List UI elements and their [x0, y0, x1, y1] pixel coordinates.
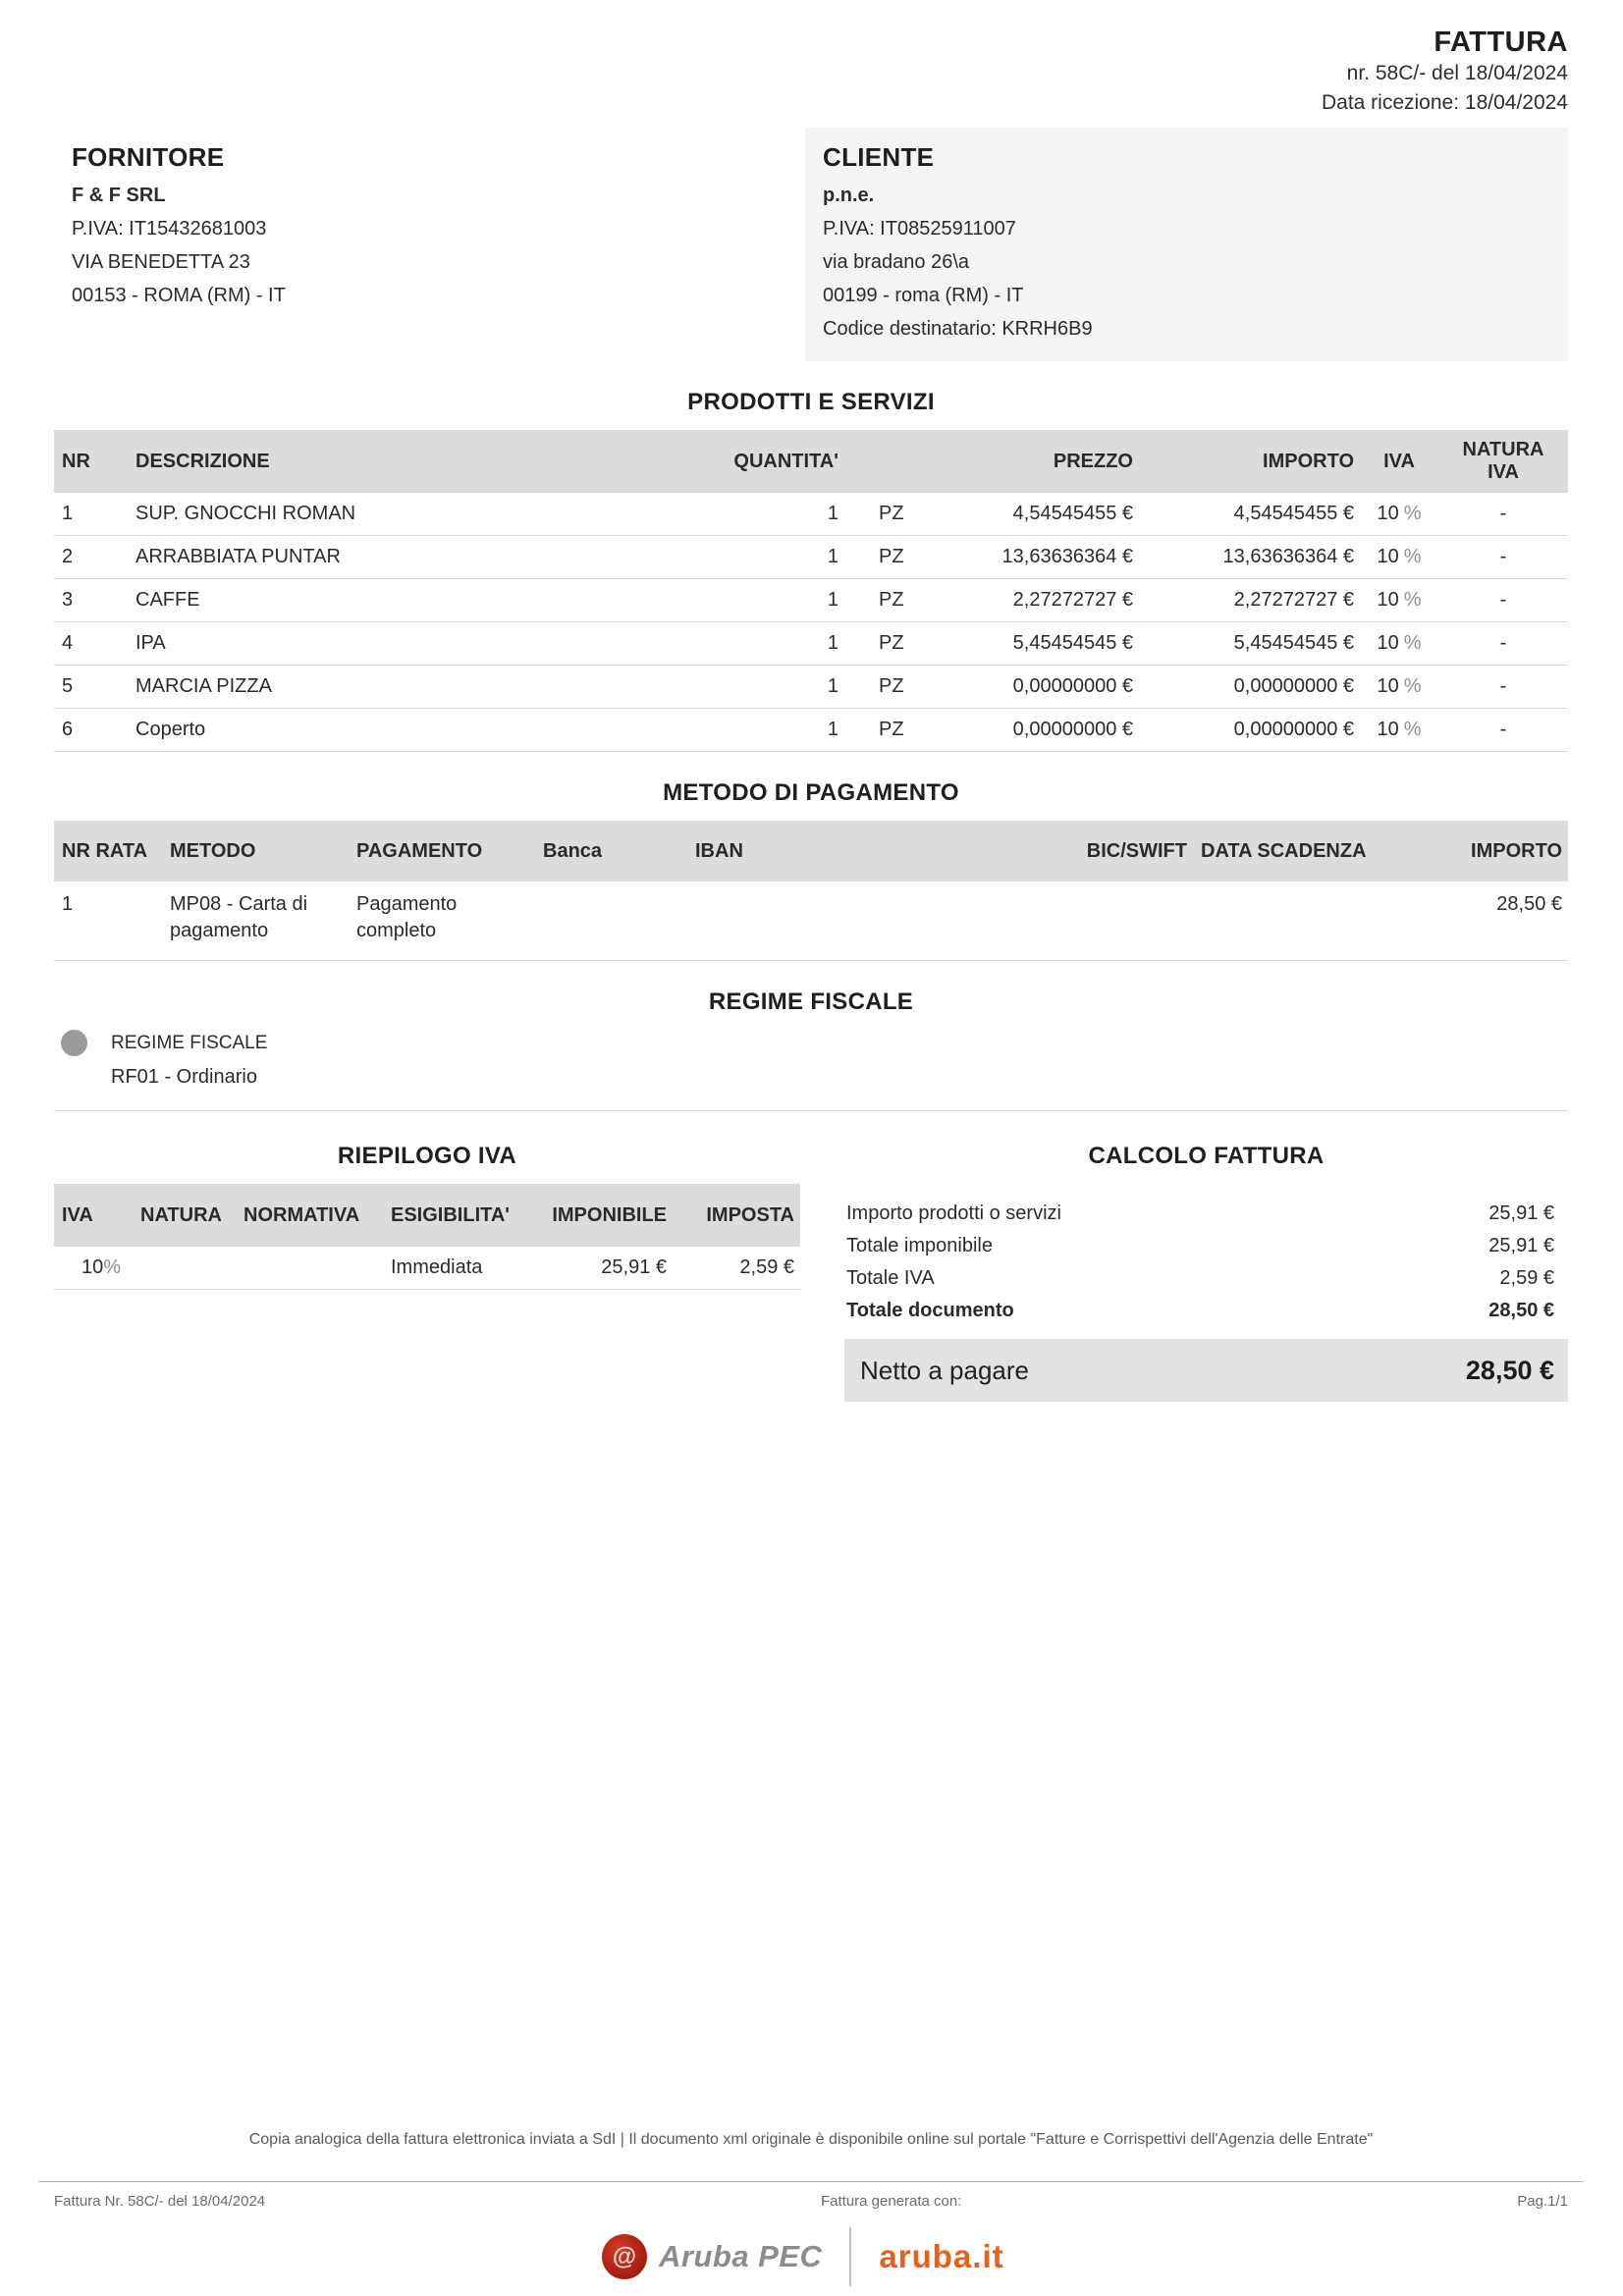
row-description: Coperto — [135, 719, 206, 740]
aruba-pec-logo-text: Aruba PEC — [658, 2239, 823, 2273]
row-nature: - — [1499, 719, 1507, 740]
table-row — [54, 622, 1568, 666]
col-natura-iva: NATURA IVA — [1462, 439, 1544, 483]
calc-label: Totale IVA — [846, 1267, 935, 1289]
table-row — [54, 493, 1568, 536]
footer-generated-with: Fattura generata con: — [820, 2193, 962, 2210]
col-data-scadenza: DATA SCADENZA — [1201, 839, 1367, 862]
row-quantity: 1 — [827, 589, 839, 611]
riep-imposta: 2,59 € — [739, 1256, 794, 1278]
col-bic-swift: BIC/SWIFT — [1086, 839, 1187, 862]
col-nr: NR — [62, 450, 90, 472]
col-banca: Banca — [543, 839, 603, 862]
aruba-pec-logo — [602, 2234, 822, 2279]
row-unit: PZ — [879, 675, 904, 697]
row-amount: 4,54545455 € — [1233, 503, 1354, 524]
pay-nr-rata: 1 — [62, 893, 74, 915]
row-quantity: 1 — [827, 546, 839, 567]
row-vat — [1360, 675, 1438, 698]
row-amount: 0,00000000 € — [1233, 675, 1354, 697]
table-row — [54, 709, 1568, 752]
percent-sign: % — [103, 1256, 122, 1278]
page-footer — [54, 2114, 1568, 2296]
calc-row — [844, 1262, 1568, 1295]
row-nr: 3 — [62, 589, 74, 611]
calc-label: Totale documento — [846, 1300, 1014, 1321]
calc-row-total — [844, 1295, 1568, 1327]
row-vat — [1360, 632, 1438, 655]
row-price: 0,00000000 € — [1012, 675, 1133, 697]
percent-sign: % — [1403, 632, 1422, 654]
row-quantity: 1 — [827, 632, 839, 654]
vat-summary — [54, 1115, 800, 1402]
parties-section — [54, 128, 1568, 361]
calc-title: CALCOLO FATTURA — [1088, 1143, 1325, 1169]
row-vat — [1360, 503, 1438, 525]
document-header — [54, 26, 1568, 118]
col-metodo: METODO — [170, 839, 256, 862]
row-price: 5,45454545 € — [1012, 632, 1133, 654]
row-price: 2,27272727 € — [1012, 589, 1133, 611]
row-description: SUP. GNOCCHI ROMAN — [135, 503, 356, 524]
regime-row — [54, 1030, 1568, 1056]
vat-value: 10 — [1377, 675, 1399, 697]
customer-vat: P.IVA: IT08525911007 — [823, 218, 1016, 240]
logo-divider — [849, 2227, 851, 2286]
col-nr-rata: NR RATA — [62, 839, 148, 862]
row-price: 0,00000000 € — [1012, 719, 1133, 740]
col-riep-normativa: NORMATIVA — [243, 1203, 360, 1226]
row-quantity: 1 — [827, 719, 839, 740]
summary-section — [54, 1115, 1568, 1402]
row-nr: 4 — [62, 632, 74, 654]
customer-address: via bradano 26\a — [823, 251, 970, 273]
col-pagamento: PAGAMENTO — [356, 839, 483, 862]
calc-value: 2,59 € — [1499, 1267, 1554, 1289]
supplier-city: 00153 - ROMA (RM) - IT — [72, 285, 286, 306]
calc-row — [844, 1198, 1568, 1230]
supplier-name: F & F SRL — [72, 185, 166, 206]
supplier-box — [54, 128, 776, 361]
customer-name: p.n.e. — [823, 185, 875, 206]
row-unit: PZ — [879, 589, 904, 611]
row-description: MARCIA PIZZA — [135, 675, 272, 697]
supplier-vat: P.IVA: IT15432681003 — [72, 218, 267, 240]
col-riep-iva: IVA — [62, 1203, 93, 1226]
invoice-number-line: nr. 58C/- del 18/04/2024 — [1346, 62, 1568, 84]
row-nr: 5 — [62, 675, 74, 697]
row-quantity: 1 — [827, 675, 839, 697]
col-quantita: QUANTITA' — [733, 450, 839, 472]
riep-iva — [54, 1256, 133, 1279]
riep-esigibilita: Immediata — [391, 1256, 483, 1278]
section-divider — [54, 1110, 1568, 1111]
row-vat — [1360, 719, 1438, 741]
pay-metodo: MP08 - Carta di pagamento — [170, 893, 308, 941]
percent-sign: % — [1403, 546, 1422, 567]
payment-row — [54, 881, 1568, 961]
net-to-pay-box — [844, 1339, 1568, 1402]
row-price: 13,63636364 € — [1001, 546, 1133, 567]
row-nature: - — [1499, 632, 1507, 654]
col-iva: IVA — [1383, 450, 1415, 472]
vat-value: 10 — [1377, 719, 1399, 740]
reception-date-line: Data ricezione: 18/04/2024 — [1321, 91, 1568, 114]
vat-rate: 10 — [81, 1256, 104, 1278]
footer-page-number: Pag.1/1 — [1517, 2193, 1568, 2210]
row-nature: - — [1499, 589, 1507, 611]
footer-disclaimer: Copia analogica della fattura elettronica inviata a SdI | Il documento xml originale è disponibile online sul portale "Fatture e Corrispettivi dell'Agenzia delle Entrate" — [248, 2131, 1374, 2148]
wax-seal-at-icon: @ — [602, 2234, 647, 2279]
pay-pagamento: Pagamento completo — [356, 893, 458, 941]
products-table — [54, 430, 1568, 752]
net-to-pay-value: 28,50 € — [1465, 1355, 1554, 1385]
regime-label: REGIME FISCALE — [111, 1032, 268, 1053]
riep-imponibile: 25,91 € — [601, 1256, 667, 1278]
col-importo: IMPORTO — [1263, 450, 1354, 472]
net-to-pay-label: Netto a pagare — [860, 1355, 1030, 1385]
aruba-it-logo-text: aruba.it — [879, 2238, 1004, 2274]
calc-label: Totale imponibile — [846, 1235, 993, 1256]
calc-value: 28,50 € — [1488, 1300, 1554, 1321]
row-amount: 5,45454545 € — [1233, 632, 1354, 654]
row-amount: 13,63636364 € — [1222, 546, 1354, 567]
col-riep-natura: NATURA — [140, 1203, 222, 1226]
regime-bullet-icon — [61, 1030, 87, 1056]
col-riep-esigibilita: ESIGIBILITA' — [391, 1203, 511, 1226]
invoice-calculation — [844, 1115, 1568, 1402]
row-nr: 2 — [62, 546, 74, 567]
row-nature: - — [1499, 546, 1507, 567]
row-amount: 0,00000000 € — [1233, 719, 1354, 740]
col-riep-imponibile: IMPONIBILE — [552, 1203, 667, 1226]
row-quantity: 1 — [827, 503, 839, 524]
customer-title: CLIENTE — [823, 142, 935, 172]
calc-value: 25,91 € — [1488, 1202, 1554, 1224]
customer-city: 00199 - roma (RM) - IT — [823, 285, 1024, 306]
vat-summary-header — [54, 1184, 800, 1247]
row-description: ARRABBIATA PUNTAR — [135, 546, 341, 567]
percent-sign: % — [1403, 675, 1422, 697]
calc-label: Importo prodotti o servizi — [846, 1202, 1061, 1224]
table-row — [54, 579, 1568, 622]
pay-importo: 28,50 € — [1496, 893, 1562, 915]
col-riep-imposta: IMPOSTA — [706, 1203, 794, 1226]
percent-sign: % — [1403, 589, 1422, 611]
vat-summary-row — [54, 1247, 800, 1290]
table-row — [54, 666, 1568, 709]
row-nr: 6 — [62, 719, 74, 740]
row-description: CAFFE — [135, 589, 200, 611]
row-vat — [1360, 546, 1438, 568]
vat-value: 10 — [1377, 503, 1399, 524]
vat-value: 10 — [1377, 546, 1399, 567]
payment-section-title: METODO DI PAGAMENTO — [663, 779, 959, 806]
regime-section-title: REGIME FISCALE — [708, 988, 914, 1015]
footer-bar — [54, 2193, 1568, 2210]
footer-logos — [602, 2227, 1004, 2286]
row-unit: PZ — [879, 546, 904, 567]
supplier-title: FORNITORE — [72, 142, 225, 172]
col-iban: IBAN — [695, 839, 743, 862]
row-vat — [1360, 589, 1438, 612]
row-price: 4,54545455 € — [1012, 503, 1133, 524]
calc-row — [844, 1230, 1568, 1262]
supplier-address: VIA BENEDETTA 23 — [72, 251, 250, 273]
row-unit: PZ — [879, 632, 904, 654]
col-prezzo: PREZZO — [1053, 450, 1133, 472]
calc-value: 25,91 € — [1488, 1235, 1554, 1256]
products-table-header — [54, 430, 1568, 493]
row-nature: - — [1499, 503, 1507, 524]
row-nature: - — [1499, 675, 1507, 697]
page-title: FATTURA — [1434, 27, 1568, 58]
customer-recipient-code: Codice destinatario: KRRH6B9 — [823, 318, 1093, 340]
row-description: IPA — [135, 632, 166, 654]
vat-summary-title: RIEPILOGO IVA — [337, 1143, 517, 1169]
customer-box — [805, 128, 1568, 361]
vat-value: 10 — [1377, 589, 1399, 611]
percent-sign: % — [1403, 719, 1422, 740]
row-unit: PZ — [879, 719, 904, 740]
regime-value: RF01 - Ordinario — [111, 1066, 257, 1088]
col-descrizione: DESCRIZIONE — [135, 450, 270, 472]
footer-divider — [38, 2181, 1584, 2182]
percent-sign: % — [1403, 503, 1422, 524]
payment-table — [54, 821, 1568, 961]
row-amount: 2,27272727 € — [1233, 589, 1354, 611]
table-row — [54, 536, 1568, 579]
row-nr: 1 — [62, 503, 74, 524]
row-unit: PZ — [879, 503, 904, 524]
footer-invoice-ref: Fattura Nr. 58C/- del 18/04/2024 — [54, 2193, 266, 2210]
col-pay-importo: IMPORTO — [1471, 839, 1562, 862]
payment-table-header — [54, 821, 1568, 881]
products-section-title: PRODOTTI E SERVIZI — [687, 389, 935, 415]
vat-value: 10 — [1377, 632, 1399, 654]
